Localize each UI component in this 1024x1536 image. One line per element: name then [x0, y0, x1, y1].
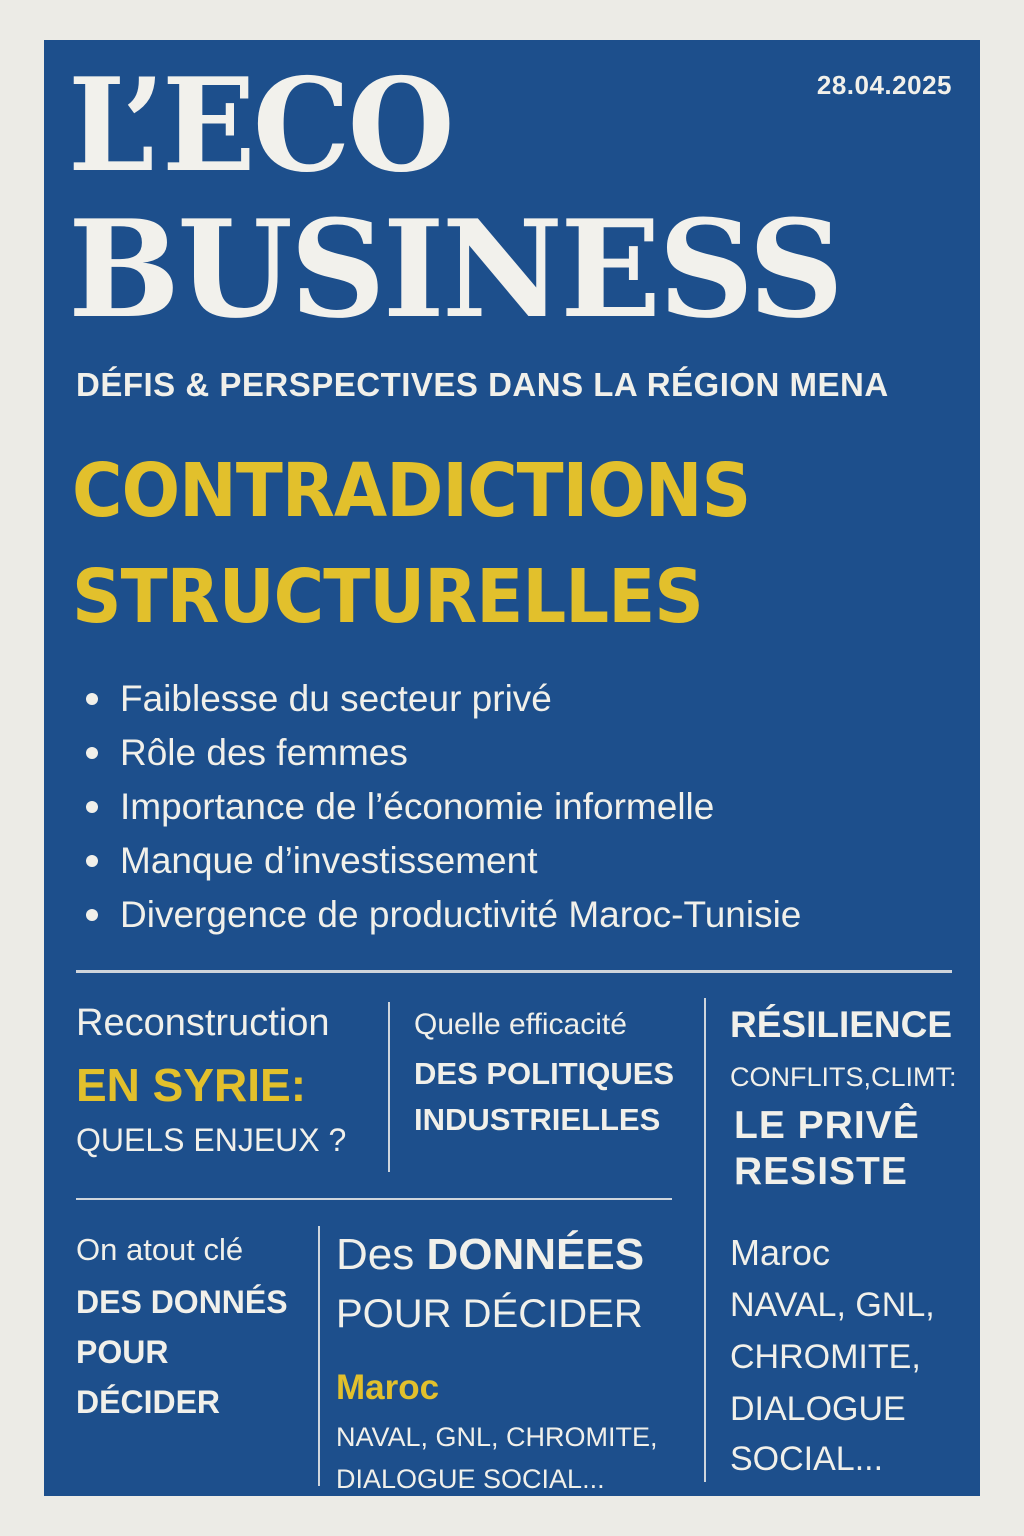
- list-item: [86, 672, 801, 726]
- bullet-icon: [86, 693, 98, 705]
- resilience-headline-1: LE PRIVÊ: [734, 1104, 920, 1147]
- donnees-word-2: DONNÉES: [426, 1230, 645, 1279]
- donnees-word-1: Des: [336, 1230, 415, 1279]
- politiques-title-1: DES POLITIQUES: [414, 1056, 675, 1091]
- headline-line-1: CONTRADICTIONS: [72, 448, 751, 534]
- donnees-maroc-title: Maroc: [336, 1368, 440, 1407]
- resilience-headline-2: RESISTE: [734, 1150, 908, 1193]
- column-divider: [318, 1226, 320, 1486]
- donnees-subtitle: POUR DÉCIDER: [336, 1292, 643, 1336]
- column-divider: [704, 998, 706, 1482]
- bullet-text: Manque d’investissement: [120, 840, 538, 881]
- masthead-line-1: L’ECO: [68, 51, 452, 201]
- bullet-text: Importance de l’économie informelle: [120, 786, 715, 827]
- section-divider: [76, 970, 952, 973]
- section-divider: [76, 1198, 672, 1200]
- bullet-icon: [86, 747, 98, 759]
- maroc-list-3: DIALOGUE: [730, 1390, 906, 1428]
- resilience-kicker: CONFLITS,CLIMT:: [730, 1062, 957, 1092]
- bullet-text: Rôle des femmes: [120, 732, 408, 773]
- bullet-icon: [86, 801, 98, 813]
- maroc-list-4: SOCIAL...: [730, 1440, 884, 1478]
- donnees-headline: [336, 1230, 644, 1280]
- list-item: [86, 726, 801, 780]
- magazine-cover: [44, 40, 980, 1496]
- list-item: [86, 780, 801, 834]
- cover-subtitle: DÉFIS & PERSPECTIVES DANS LA RÉGION MENA: [76, 366, 889, 403]
- syrie-title: EN SYRIE:: [76, 1059, 307, 1111]
- syrie-subtitle: QUELS ENJEUX ?: [76, 1122, 347, 1158]
- syrie-kicker: Reconstruction: [76, 1002, 330, 1044]
- maroc-list-2: CHROMITE,: [730, 1338, 921, 1376]
- bullet-icon: [86, 855, 98, 867]
- masthead-line-2: BUSINESS: [68, 190, 841, 348]
- column-divider: [388, 1002, 390, 1172]
- atout-title-2: POUR: [76, 1334, 169, 1370]
- atout-title-1: DES DONNÉS: [76, 1284, 288, 1320]
- issue-date: 28.04.2025: [816, 70, 952, 100]
- politiques-kicker: Quelle efficacité: [414, 1008, 627, 1041]
- atout-title-3: DÉCIDER: [76, 1384, 221, 1420]
- maroc-title: Maroc: [730, 1232, 831, 1273]
- atout-kicker: On atout clé: [76, 1232, 244, 1267]
- headline-line-2: STRUCTURELLES: [72, 554, 703, 640]
- bullet-text: Faiblesse du secteur privé: [120, 678, 552, 719]
- bullet-list: [86, 672, 801, 942]
- resilience-title: RÉSILIENCE: [730, 1004, 953, 1045]
- list-item: [86, 888, 801, 942]
- bullet-text: Divergence de productivité Maroc-Tunisie: [120, 894, 802, 935]
- politiques-title-2: INDUSTRIELLES: [414, 1102, 661, 1137]
- donnees-list-1: NAVAL, GNL, CHROMITE,: [336, 1422, 658, 1452]
- list-item: [86, 834, 801, 888]
- bullet-icon: [86, 909, 98, 921]
- donnees-list-2: DIALOGUE SOCIAL...: [336, 1464, 605, 1494]
- maroc-list-1: NAVAL, GNL,: [730, 1286, 935, 1324]
